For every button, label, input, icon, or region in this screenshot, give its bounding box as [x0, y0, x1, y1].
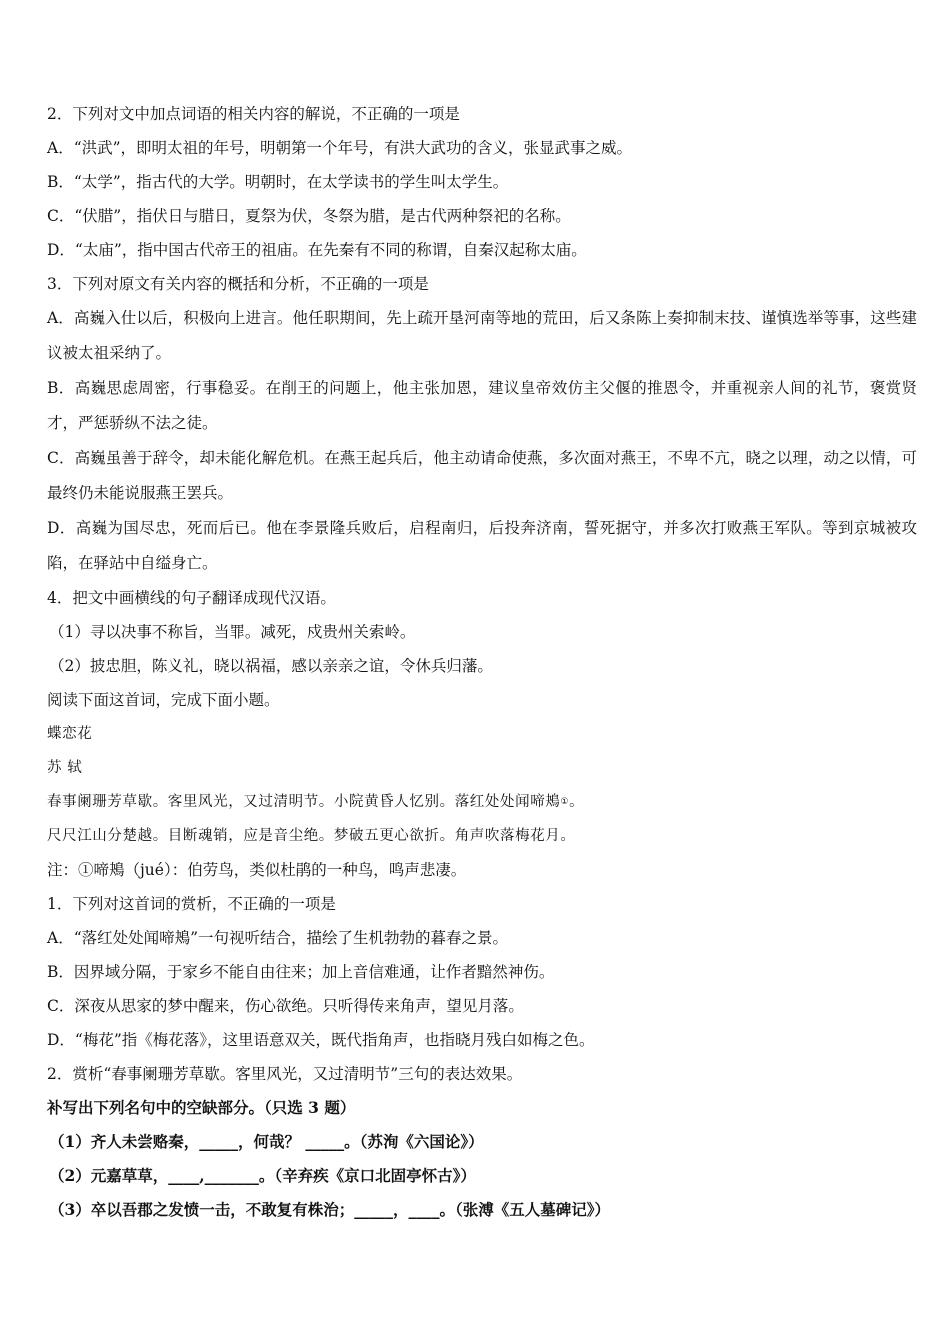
footnote-marker: ①	[560, 797, 570, 807]
poem-line-2: 尺尺江山分楚越。目断魂销，应是音尘绝。梦破五更心欲折。角声吹落梅花月。	[47, 828, 576, 844]
poem-intro: 阅读下面这首词，完成下面小题。	[47, 691, 280, 709]
fill-item-3: （3）卒以吾郡之发愤一击，不敢复有株治；_____，____。（张溥《五人墓碑记》）	[49, 1200, 611, 1219]
fill-item-2: （2）元嘉草草，____,_______。（辛弃疾《京口北固亭怀古》）	[49, 1166, 476, 1185]
q3-option-c: C．高巍虽善于辞令，却未能化解危机。在燕王起兵后，他主动请命使燕，多次面对燕王，不卑不亢，晓之以理，动之以情，可最终仍未能说服燕王罢兵。	[47, 449, 917, 502]
q2-option-a: A．“洪武”，即明太祖的年号，明朝第一个年号，有洪大武功的含义，张显武事之威。	[47, 139, 633, 157]
q4-item-2: （2）披忠胆，陈义礼，晓以祸福，感以亲亲之谊，令休兵归藩。	[49, 657, 493, 675]
q2-option-c: C．“伏腊”，指伏日与腊日，夏祭为伏，冬祭为腊，是古代两种祭祀的名称。	[47, 207, 571, 225]
q3-option-b: B．高巍思虑周密，行事稳妥。在削王的问题上，他主张加恩，建议皇帝效仿主父偃的推恩令，并重视亲人间的礼节，褒赏贤才，严惩骄纵不法之徒。	[47, 379, 917, 432]
q2-option-b: B．“太学”，指古代的大学。明朝时，在太学读书的学生叫太学生。	[47, 173, 509, 191]
poem-q2-stem: 2．赏析“春事阑珊芳草歇。客里风光，又过清明节”三句的表达效果。	[47, 1065, 523, 1083]
poem-line-1	[47, 785, 917, 819]
q2-option-d: D．“太庙”，指中国古代帝王的祖庙。在先秦有不同的称谓，自秦汉起称太庙。	[47, 241, 587, 259]
poem-line-1-end: 。	[569, 794, 585, 810]
poem-q1-option-d: D．“梅花”指《梅花落》，这里语意双关，既代指角声，也指晓月残白如梅之色。	[47, 1031, 595, 1049]
q3-option-d: D．高巍为国尽忠，死而后已。他在李景隆兵败后，启程南归，后投奔济南，誓死据守，并多次打败燕王军队。等到京城被攻陷，在驿站中自缢身亡。	[47, 519, 917, 572]
q2-stem: 2．下列对文中加点词语的相关内容的解说，不正确的一项是	[47, 105, 460, 123]
poem-author: 苏 轼	[47, 760, 83, 776]
poem-q1-stem: 1．下列对这首词的赏析，不正确的一项是	[47, 895, 336, 913]
q3-option-a: A．高巍入仕以后，积极向上进言。他任职期间，先上疏开垦河南等地的荒田，后又条陈上奏抑制末技、谨慎选举等事，这些建议被太祖采纳了。	[47, 309, 917, 362]
poem-line-1-text: 春事阑珊芳草歇。客里风光，又过清明节。小院黄昏人忆别。落红处处闻啼鴂	[47, 794, 561, 810]
poem-q1-option-c: C．深夜从思家的梦中醒来，伤心欲绝。只听得传来角声，望见月落。	[47, 997, 524, 1015]
q4-item-1: （1）寻以决事不称旨，当罪。减死，戍贵州关索岭。	[49, 623, 416, 641]
poem-q1-option-a: A．“落红处处闻啼鴂”一句视听结合，描绘了生机勃勃的暮春之景。	[47, 929, 509, 947]
fill-item-1: （1）齐人未尝赂秦，_____，何哉？ _____。（苏洵《六国论》）	[49, 1132, 484, 1151]
document-page	[47, 97, 917, 1227]
poem-q1-option-b: B．因界域分隔，于家乡不能自由往来；加上音信难通，让作者黯然神伤。	[47, 963, 555, 981]
poem-note: 注：①啼鴂（jué）：伯劳鸟，类似杜鹃的一种鸟，鸣声悲凄。	[47, 861, 467, 879]
q4-stem: 4．把文中画横线的句子翻译成现代汉语。	[47, 589, 336, 607]
fill-heading: 补写出下列名句中的空缺部分。（只选 3 题）	[47, 1098, 356, 1117]
poem-title: 蝶恋花	[47, 726, 93, 742]
q3-stem: 3．下列对原文有关内容的概括和分析，不正确的一项是	[47, 275, 429, 293]
